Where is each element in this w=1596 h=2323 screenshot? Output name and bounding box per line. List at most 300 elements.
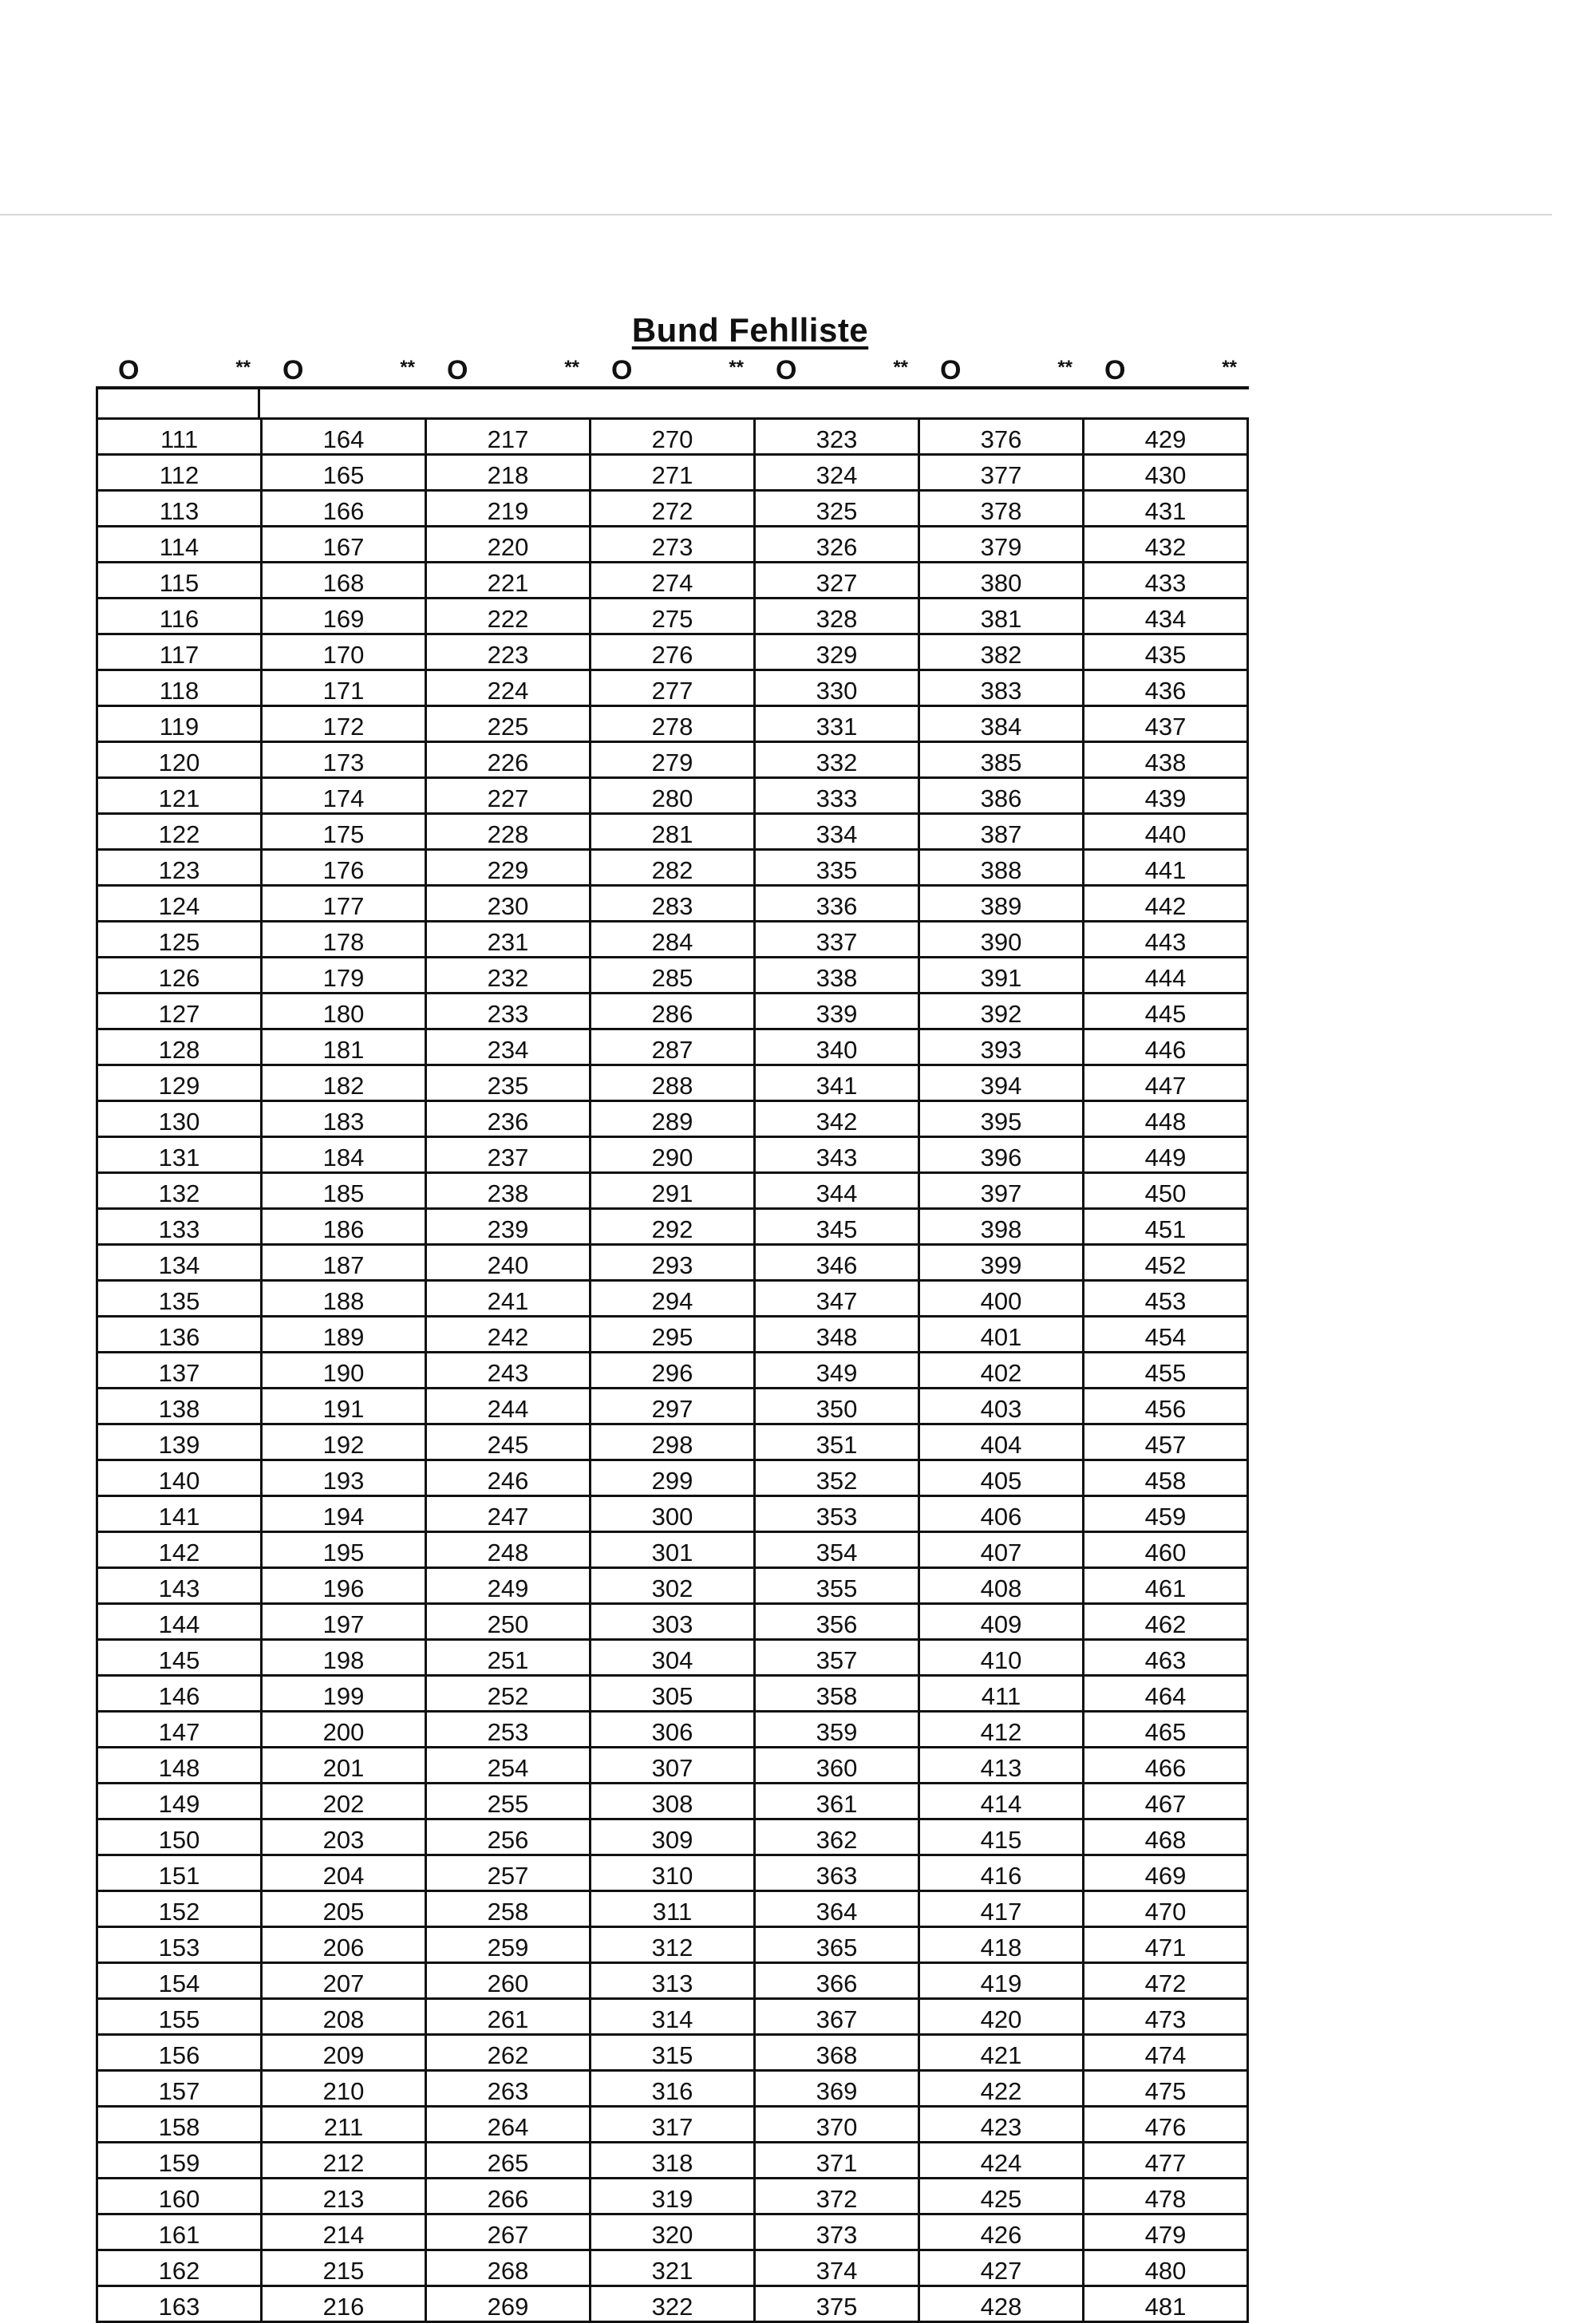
table-cell: 439 (1084, 778, 1248, 814)
scan-fold-line (0, 214, 1552, 215)
table-cell: 177 (262, 886, 426, 922)
table-cell: 129 (97, 1065, 262, 1101)
table-cell: 220 (426, 527, 591, 563)
table-cell: 461 (1084, 1568, 1248, 1604)
table-row (97, 1065, 1248, 1101)
table-cell: 255 (426, 1784, 591, 1819)
table-cell: 116 (97, 599, 262, 634)
legend-group (1082, 355, 1246, 387)
table-cell: 233 (426, 994, 591, 1029)
table-cell: 385 (919, 742, 1084, 778)
header-box (96, 389, 260, 418)
number-table-body (97, 419, 1248, 2322)
table-cell: 232 (426, 958, 591, 994)
table-cell: 401 (919, 1317, 1084, 1353)
legend-group (425, 355, 589, 387)
table-cell: 382 (919, 634, 1084, 670)
legend-group (96, 355, 260, 387)
table-cell: 203 (262, 1819, 426, 1855)
table-cell: 297 (591, 1389, 755, 1424)
table-cell: 266 (426, 2179, 591, 2214)
table-cell: 339 (755, 994, 919, 1029)
legend-mark: O (776, 355, 797, 385)
table-cell: 190 (262, 1353, 426, 1389)
table-cell: 365 (755, 1927, 919, 1963)
table-cell: 399 (919, 1245, 1084, 1281)
table-row (97, 1424, 1248, 1460)
legend-note: ** (1222, 357, 1237, 378)
table-cell: 397 (919, 1173, 1084, 1209)
table-row (97, 1963, 1248, 1999)
table-cell: 278 (591, 706, 755, 742)
page-title: Bund Fehlliste (631, 311, 869, 349)
table-cell: 408 (919, 1568, 1084, 1604)
table-row (97, 1712, 1248, 1748)
table-cell: 289 (591, 1101, 755, 1137)
table-cell: 351 (755, 1424, 919, 1460)
number-table (96, 417, 1249, 2323)
table-cell: 214 (262, 2214, 426, 2250)
table-cell: 335 (755, 850, 919, 886)
table-cell: 354 (755, 1532, 919, 1568)
table-cell: 149 (97, 1784, 262, 1819)
table-cell: 358 (755, 1676, 919, 1712)
table-cell: 468 (1084, 1819, 1248, 1855)
table-cell: 169 (262, 599, 426, 634)
table-cell: 378 (919, 491, 1084, 527)
legend-group (589, 355, 753, 387)
table-cell: 363 (755, 1855, 919, 1891)
table-cell: 479 (1084, 2214, 1248, 2250)
table-cell: 403 (919, 1389, 1084, 1424)
legend-note: ** (564, 357, 579, 378)
table-cell: 158 (97, 2107, 262, 2143)
table-cell: 305 (591, 1676, 755, 1712)
table-cell: 338 (755, 958, 919, 994)
table-cell: 390 (919, 922, 1084, 958)
table-cell: 450 (1084, 1173, 1248, 1209)
table-cell: 342 (755, 1101, 919, 1137)
legend-mark: O (940, 355, 962, 385)
table-cell: 472 (1084, 1963, 1248, 1999)
table-cell: 196 (262, 1568, 426, 1604)
table-cell: 188 (262, 1281, 426, 1317)
table-row (97, 706, 1248, 742)
table-cell: 287 (591, 1029, 755, 1065)
table-row (97, 2250, 1248, 2286)
table-cell: 228 (426, 814, 591, 850)
table-row (97, 886, 1248, 922)
table-cell: 391 (919, 958, 1084, 994)
table-cell: 360 (755, 1748, 919, 1784)
legend-group (918, 355, 1082, 387)
table-cell: 395 (919, 1101, 1084, 1137)
table-cell: 154 (97, 1963, 262, 1999)
table-cell: 298 (591, 1424, 755, 1460)
table-row (97, 958, 1248, 994)
table-cell: 235 (426, 1065, 591, 1101)
table-cell: 148 (97, 1748, 262, 1784)
table-cell: 417 (919, 1891, 1084, 1927)
table-cell: 181 (262, 1029, 426, 1065)
table-cell: 328 (755, 599, 919, 634)
table-cell: 210 (262, 2071, 426, 2107)
table-cell: 473 (1084, 1999, 1248, 2035)
table-cell: 124 (97, 886, 262, 922)
table-cell: 398 (919, 1209, 1084, 1245)
table-row (97, 778, 1248, 814)
table-cell: 271 (591, 455, 755, 491)
table-cell: 427 (919, 2250, 1084, 2286)
table-cell: 285 (591, 958, 755, 994)
table-cell: 245 (426, 1424, 591, 1460)
table-cell: 182 (262, 1065, 426, 1101)
table-cell: 475 (1084, 2071, 1248, 2107)
table-cell: 471 (1084, 1927, 1248, 1963)
table-cell: 257 (426, 1855, 591, 1891)
table-cell: 455 (1084, 1353, 1248, 1389)
table-cell: 463 (1084, 1640, 1248, 1676)
table-cell: 234 (426, 1029, 591, 1065)
table-cell: 303 (591, 1604, 755, 1640)
table-cell: 155 (97, 1999, 262, 2035)
table-cell: 434 (1084, 599, 1248, 634)
table-cell: 367 (755, 1999, 919, 2035)
table-row (97, 1173, 1248, 1209)
table-row (97, 1317, 1248, 1353)
table-cell: 350 (755, 1389, 919, 1424)
legend-mark: O (118, 355, 140, 385)
table-cell: 393 (919, 1029, 1084, 1065)
table-cell: 388 (919, 850, 1084, 886)
table-cell: 469 (1084, 1855, 1248, 1891)
table-cell: 111 (97, 419, 262, 455)
table-row (97, 455, 1248, 491)
table-cell: 114 (97, 527, 262, 563)
table-cell: 202 (262, 1784, 426, 1819)
legend-mark: O (447, 355, 468, 385)
table-cell: 275 (591, 599, 755, 634)
table-cell: 128 (97, 1029, 262, 1065)
table-cell: 205 (262, 1891, 426, 1927)
table-row (97, 1568, 1248, 1604)
table-row (97, 527, 1248, 563)
table-cell: 412 (919, 1712, 1084, 1748)
table-cell: 140 (97, 1460, 262, 1496)
table-cell: 449 (1084, 1137, 1248, 1173)
table-cell: 387 (919, 814, 1084, 850)
table-cell: 295 (591, 1317, 755, 1353)
table-cell: 392 (919, 994, 1084, 1029)
table-cell: 146 (97, 1676, 262, 1712)
table-cell: 366 (755, 1963, 919, 1999)
table-cell: 381 (919, 599, 1084, 634)
table-cell: 211 (262, 2107, 426, 2143)
table-cell: 143 (97, 1568, 262, 1604)
table-cell: 157 (97, 2071, 262, 2107)
table-cell: 446 (1084, 1029, 1248, 1065)
table-cell: 325 (755, 491, 919, 527)
table-cell: 127 (97, 994, 262, 1029)
table-cell: 243 (426, 1353, 591, 1389)
table-cell: 438 (1084, 742, 1248, 778)
table-cell: 477 (1084, 2143, 1248, 2179)
table-cell: 198 (262, 1640, 426, 1676)
legend-note: ** (1057, 357, 1073, 378)
table-cell: 189 (262, 1317, 426, 1353)
table-cell: 200 (262, 1712, 426, 1748)
table-cell: 216 (262, 2286, 426, 2322)
table-cell: 212 (262, 2143, 426, 2179)
table-cell: 130 (97, 1101, 262, 1137)
table-cell: 121 (97, 778, 262, 814)
table-row (97, 1209, 1248, 1245)
table-cell: 263 (426, 2071, 591, 2107)
table-cell: 429 (1084, 419, 1248, 455)
table-cell: 274 (591, 563, 755, 599)
table-cell: 252 (426, 1676, 591, 1712)
table-cell: 419 (919, 1963, 1084, 1999)
table-cell: 217 (426, 419, 591, 455)
table-row (97, 2035, 1248, 2071)
table-cell: 195 (262, 1532, 426, 1568)
table-cell: 163 (97, 2286, 262, 2322)
table-cell: 244 (426, 1389, 591, 1424)
table-cell: 162 (97, 2250, 262, 2286)
table-cell: 180 (262, 994, 426, 1029)
table-cell: 454 (1084, 1317, 1248, 1353)
table-cell: 441 (1084, 850, 1248, 886)
table-cell: 213 (262, 2179, 426, 2214)
table-cell: 359 (755, 1712, 919, 1748)
table-row (97, 1748, 1248, 1784)
table-cell: 460 (1084, 1532, 1248, 1568)
table-cell: 224 (426, 670, 591, 706)
table-cell: 348 (755, 1317, 919, 1353)
table-cell: 258 (426, 1891, 591, 1927)
table-cell: 165 (262, 455, 426, 491)
table-cell: 364 (755, 1891, 919, 1927)
legend-note: ** (235, 357, 251, 378)
table-cell: 418 (919, 1927, 1084, 1963)
table-cell: 426 (919, 2214, 1084, 2250)
table-cell: 307 (591, 1748, 755, 1784)
table-cell: 185 (262, 1173, 426, 1209)
table-cell: 448 (1084, 1101, 1248, 1137)
table-cell: 341 (755, 1065, 919, 1101)
table-cell: 333 (755, 778, 919, 814)
table-cell: 428 (919, 2286, 1084, 2322)
table-row (97, 742, 1248, 778)
table-cell: 192 (262, 1424, 426, 1460)
table-cell: 301 (591, 1532, 755, 1568)
table-row (97, 1784, 1248, 1819)
table-cell: 317 (591, 2107, 755, 2143)
table-row (97, 1676, 1248, 1712)
table-cell: 318 (591, 2143, 755, 2179)
table-cell: 175 (262, 814, 426, 850)
table-cell: 467 (1084, 1784, 1248, 1819)
table-row (97, 1855, 1248, 1891)
table-cell: 415 (919, 1819, 1084, 1855)
table-cell: 396 (919, 1137, 1084, 1173)
table-cell: 225 (426, 706, 591, 742)
table-cell: 459 (1084, 1496, 1248, 1532)
table-cell: 186 (262, 1209, 426, 1245)
legend-note: ** (893, 357, 908, 378)
table-cell: 435 (1084, 634, 1248, 670)
table-cell: 331 (755, 706, 919, 742)
table-cell: 112 (97, 455, 262, 491)
table-cell: 394 (919, 1065, 1084, 1101)
table-cell: 425 (919, 2179, 1084, 2214)
table-cell: 451 (1084, 1209, 1248, 1245)
table-cell: 260 (426, 1963, 591, 1999)
table-cell: 123 (97, 850, 262, 886)
table-cell: 330 (755, 670, 919, 706)
table-cell: 447 (1084, 1065, 1248, 1101)
table-cell: 453 (1084, 1281, 1248, 1317)
table-cell: 383 (919, 670, 1084, 706)
table-cell: 357 (755, 1640, 919, 1676)
table-row (97, 491, 1248, 527)
table-cell: 273 (591, 527, 755, 563)
table-cell: 207 (262, 1963, 426, 1999)
table-cell: 147 (97, 1712, 262, 1748)
table-cell: 302 (591, 1568, 755, 1604)
table-cell: 407 (919, 1532, 1084, 1568)
table-cell: 288 (591, 1065, 755, 1101)
table-cell: 268 (426, 2250, 591, 2286)
table-cell: 386 (919, 778, 1084, 814)
table-cell: 126 (97, 958, 262, 994)
table-cell: 300 (591, 1496, 755, 1532)
table-cell: 262 (426, 2035, 591, 2071)
table-cell: 204 (262, 1855, 426, 1891)
table-cell: 466 (1084, 1748, 1248, 1784)
table-cell: 168 (262, 563, 426, 599)
header-rule (96, 386, 1249, 389)
table-cell: 416 (919, 1855, 1084, 1891)
table-cell: 256 (426, 1819, 591, 1855)
table-cell: 136 (97, 1317, 262, 1353)
table-row (97, 1496, 1248, 1532)
table-cell: 320 (591, 2214, 755, 2250)
table-cell: 199 (262, 1676, 426, 1712)
table-cell: 402 (919, 1353, 1084, 1389)
table-cell: 413 (919, 1748, 1084, 1784)
table-row (97, 1281, 1248, 1317)
table-cell: 340 (755, 1029, 919, 1065)
table-cell: 464 (1084, 1676, 1248, 1712)
table-cell: 194 (262, 1496, 426, 1532)
table-cell: 134 (97, 1245, 262, 1281)
table-cell: 239 (426, 1209, 591, 1245)
table-row (97, 2179, 1248, 2214)
table-cell: 166 (262, 491, 426, 527)
table-row (97, 1891, 1248, 1927)
table-cell: 267 (426, 2214, 591, 2250)
table-cell: 152 (97, 1891, 262, 1927)
table-cell: 368 (755, 2035, 919, 2071)
table-row (97, 1532, 1248, 1568)
table-cell: 405 (919, 1460, 1084, 1496)
table-cell: 329 (755, 634, 919, 670)
table-cell: 465 (1084, 1712, 1248, 1748)
table-row (97, 922, 1248, 958)
table-cell: 251 (426, 1640, 591, 1676)
table-cell: 248 (426, 1532, 591, 1568)
table-cell: 431 (1084, 491, 1248, 527)
table-cell: 219 (426, 491, 591, 527)
table-cell: 173 (262, 742, 426, 778)
table-cell: 215 (262, 2250, 426, 2286)
table-cell: 306 (591, 1712, 755, 1748)
table-cell: 264 (426, 2107, 591, 2143)
table-cell: 445 (1084, 994, 1248, 1029)
table-cell: 321 (591, 2250, 755, 2286)
table-cell: 197 (262, 1604, 426, 1640)
legend-group (260, 355, 425, 387)
table-row (97, 599, 1248, 634)
table-cell: 352 (755, 1460, 919, 1496)
table-cell: 141 (97, 1496, 262, 1532)
table-cell: 183 (262, 1101, 426, 1137)
table-cell: 272 (591, 491, 755, 527)
table-cell: 132 (97, 1173, 262, 1209)
table-cell: 261 (426, 1999, 591, 2035)
table-cell: 324 (755, 455, 919, 491)
table-cell: 299 (591, 1460, 755, 1496)
legend-note: ** (729, 357, 744, 378)
table-cell: 159 (97, 2143, 262, 2179)
table-cell: 347 (755, 1281, 919, 1317)
table-cell: 356 (755, 1604, 919, 1640)
table-cell: 227 (426, 778, 591, 814)
table-row (97, 2071, 1248, 2107)
table-row (97, 2214, 1248, 2250)
table-cell: 144 (97, 1604, 262, 1640)
table-row (97, 634, 1248, 670)
table-cell: 174 (262, 778, 426, 814)
table-cell: 404 (919, 1424, 1084, 1460)
table-cell: 334 (755, 814, 919, 850)
table-cell: 246 (426, 1460, 591, 1496)
table-cell: 296 (591, 1353, 755, 1389)
table-cell: 118 (97, 670, 262, 706)
table-row (97, 419, 1248, 455)
table-cell: 374 (755, 2250, 919, 2286)
table-cell: 193 (262, 1460, 426, 1496)
table-row (97, 1245, 1248, 1281)
table-row (97, 814, 1248, 850)
table-row (97, 850, 1248, 886)
table-cell: 361 (755, 1784, 919, 1819)
table-cell: 315 (591, 2035, 755, 2071)
table-cell: 433 (1084, 563, 1248, 599)
table-cell: 209 (262, 2035, 426, 2071)
table-cell: 156 (97, 2035, 262, 2071)
table-cell: 179 (262, 958, 426, 994)
table-row (97, 1389, 1248, 1424)
table-cell: 230 (426, 886, 591, 922)
table-cell: 153 (97, 1927, 262, 1963)
table-cell: 372 (755, 2179, 919, 2214)
table-cell: 164 (262, 419, 426, 455)
table-cell: 384 (919, 706, 1084, 742)
table-cell: 237 (426, 1137, 591, 1173)
table-cell: 423 (919, 2107, 1084, 2143)
